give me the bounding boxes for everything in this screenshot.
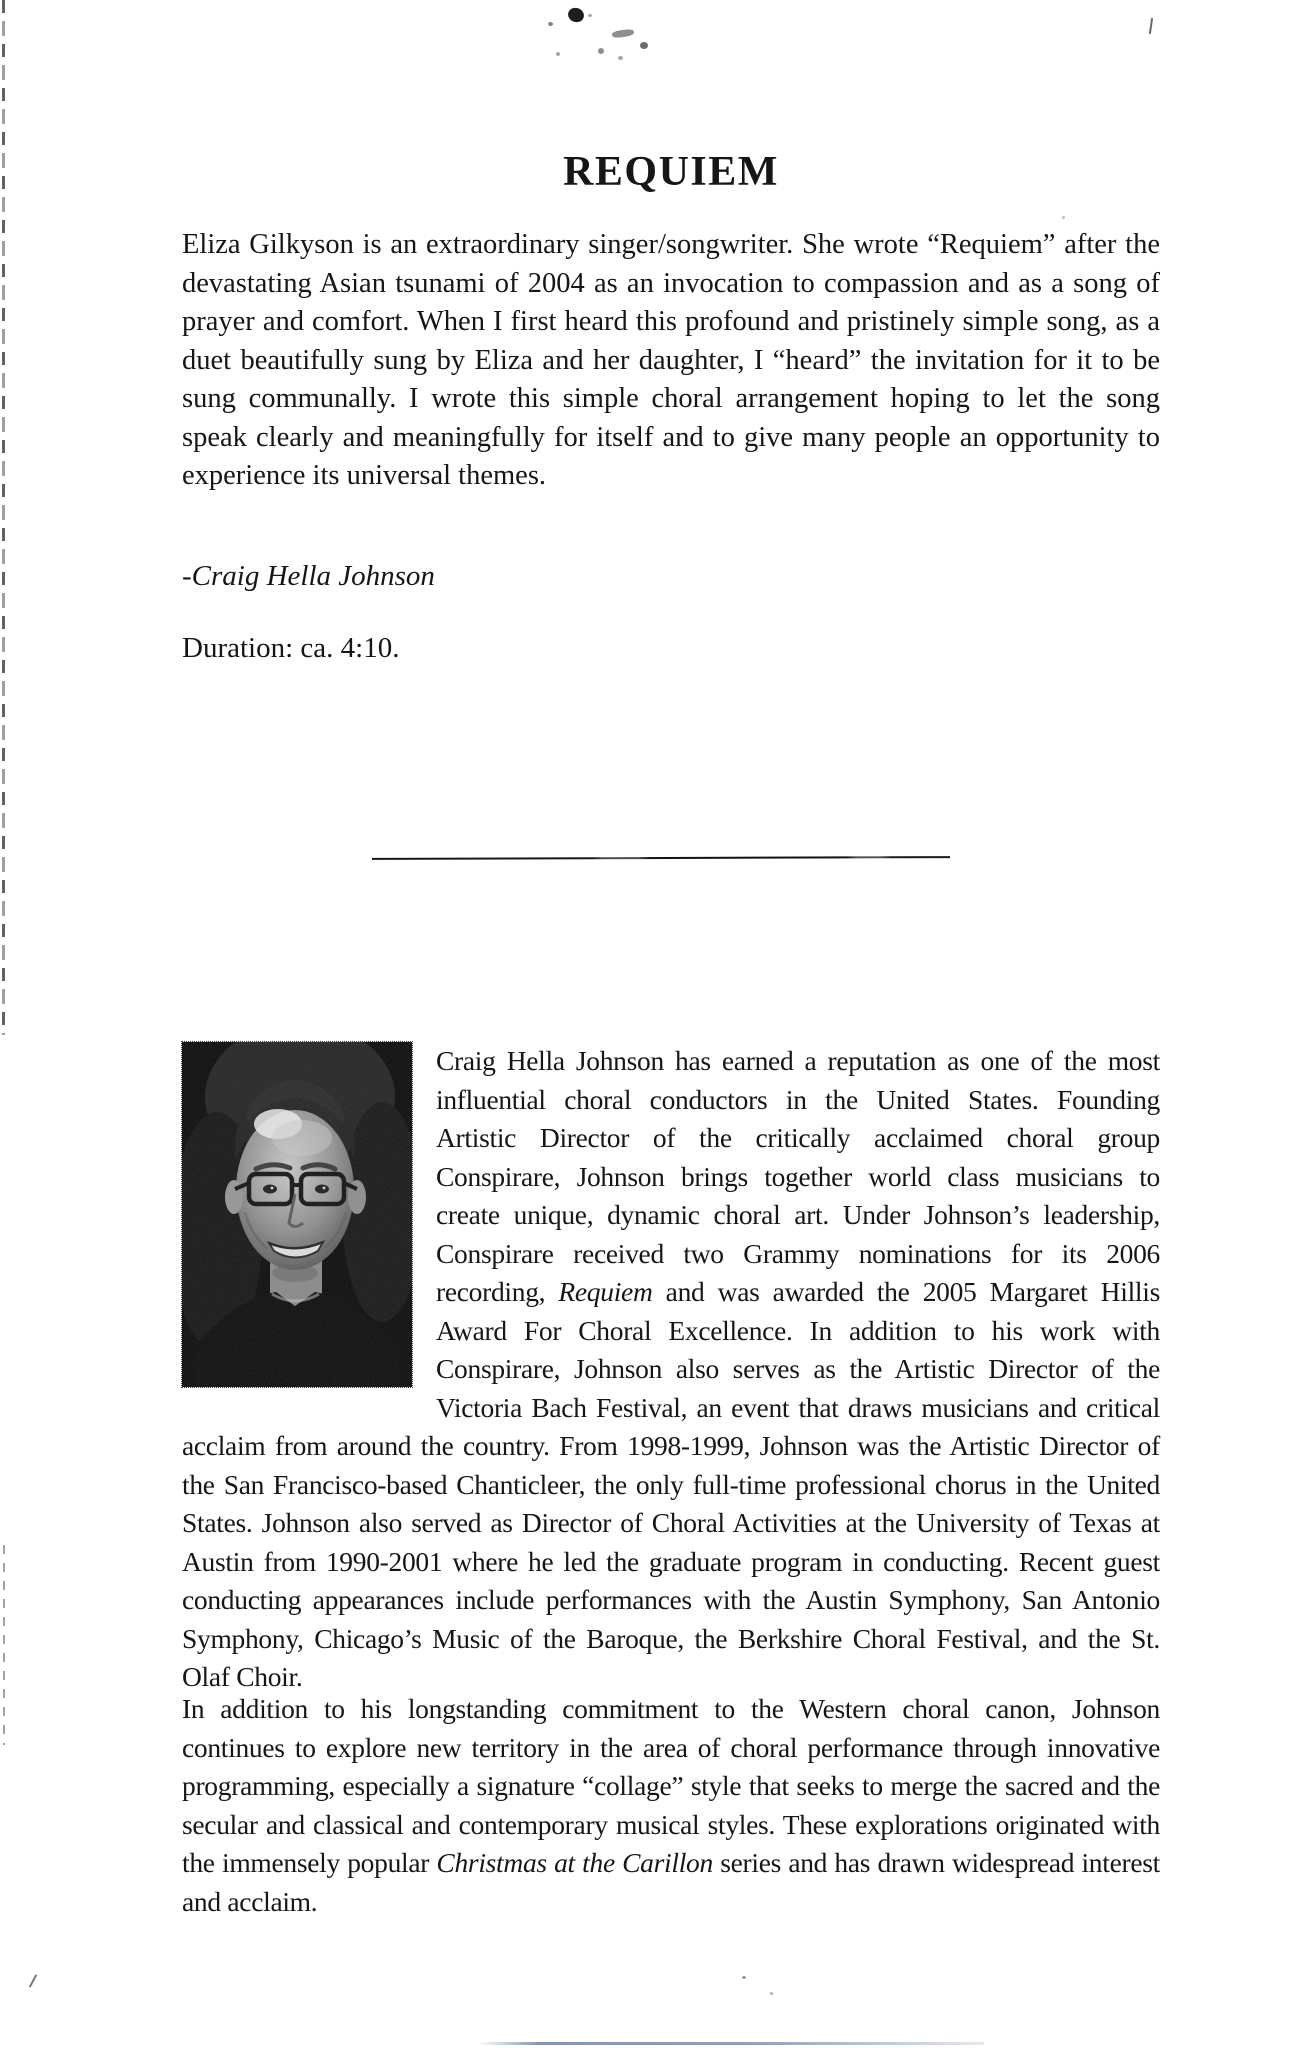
scan-edge-line-left [2,0,5,1035]
scan-edge-line-left-lower [3,1545,5,1745]
scan-smudge [618,56,623,60]
scan-smudge [566,6,586,25]
section-divider-rule [372,856,950,860]
duration-line: Duration: ca. 4:10. [182,632,400,664]
scan-smudge [640,42,648,49]
scan-smudge [598,48,604,54]
scan-smudge [612,29,635,39]
bio-section [182,1042,1160,1697]
attribution-line: -Craig Hella Johnson [182,560,435,592]
scan-tick-mark [1149,18,1153,34]
scan-smudge [548,22,553,26]
closing-paragraph: In addition to his longstanding commitment to the Western choral canon, Johnson continues to explore new territory in the area of choral performance through innovative programming, especially a signature “collage” style that seeks to merge the sacred and the secular and classical and contemporary musical styles. These explorations originated with the immensely popular Christmas at the Carillon series and has drawn widespread interest and acclaim. [182,1693,1160,1917]
program-note-paragraph: Eliza Gilkyson is an extraordinary singer/songwriter. She wrote “Requiem” after the devastating Asian tsunami of 2004 as an invocation to compassion and as a song of prayer and comfort. When I first heard this profound and pristinely simple song, as a duet beautifully sung by Eliza and her daughter, I “heard” the invitation for it to be sung communally. I wrote this simple choral arrangement hoping to let the song speak clearly and meaningfully for itself and to give many people an opportunity to experience its universal themes. [182,229,1160,491]
scan-bottom-edge-line [478,2042,984,2045]
page-title: REQUIEM [563,149,779,195]
scan-smudge [588,14,592,17]
scan-speck [1062,216,1065,219]
scan-speck [742,1976,746,1979]
scan-smudge [556,52,560,56]
portrait-photo [182,1042,412,1387]
scan-speck [770,1992,773,1995]
scan-tick-mark [29,1974,37,1987]
portrait-photo-art [182,1042,412,1387]
bio-paragraph: Craig Hella Johnson has earned a reputation as one of the most influential choral conductors in the United States. Founding Artistic Director of the critically acclaimed choral group Conspirare, Johnson brings together world class musicians to create unique, dynamic choral art. Under Johnson’s leadership, Conspirare received two Grammy nominations for its 2006 recording, Requiem and was awarded the 2005 Margaret Hillis Award For Choral Excellence. In addition to his work with Conspirare, Johnson also serves as the Artistic Director of the Victoria Bach Festival, an event that draws musicians and critical acclaim from around the country. From 1998-1999, Johnson was the Artistic Director of the San Francisco-based Chanticleer, the only full-time professional chorus in the United States. Johnson also served as Director of Choral Activities at the University of Texas at Austin from 1990-2001 where he led the graduate program in conducting. Recent guest conducting appearances include performances with the Austin Symphony, San Antonio Symphony, Chicago’s Music of the Baroque, the Berkshire Choral Festival, and the St. Olaf Choir. [182,1045,1160,1692]
